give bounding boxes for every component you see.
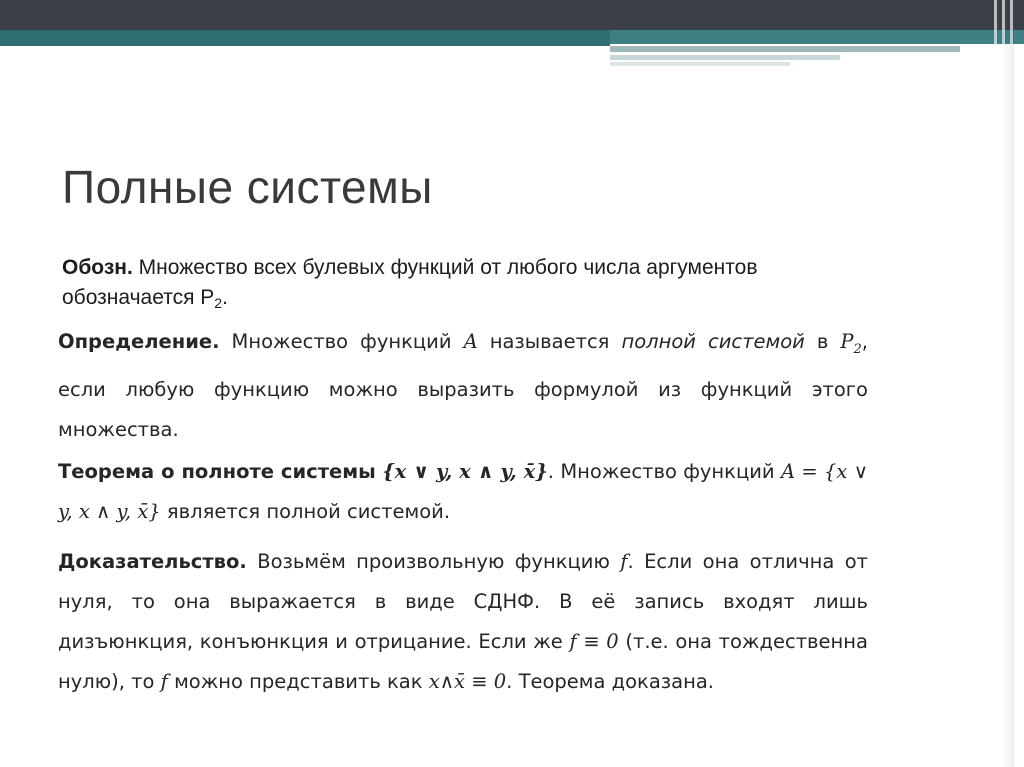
header-bar-teal-right: [610, 30, 1024, 44]
notation-subscript: 2: [214, 295, 223, 311]
proof-equation-1: f ≡ 0: [569, 630, 619, 653]
notation-text: Множество всех булевых функций от любого числа аргументов обозначается P: [62, 256, 758, 309]
header-stripe-3: [610, 62, 790, 66]
header-bar-teal: [0, 30, 610, 46]
definition-label: Определение.: [58, 330, 220, 353]
definition-p: P: [840, 330, 854, 353]
definition-paragraph: [58, 322, 868, 450]
proof-text-2: . Если она отлична от нуля, то она выражается в виде СДНФ. В её запись входят лишь дизъюнкция, конъюнкция и отрицание. Если же: [58, 550, 868, 653]
notation-end: .: [222, 286, 228, 309]
definition-text-2: называется: [489, 330, 610, 353]
proof-label: Доказательство.: [58, 550, 247, 573]
header-stripe-1: [610, 46, 960, 52]
definition-text-4: , если любую функцию можно выразить формулой из функций этого множества.: [58, 330, 868, 441]
theorem-equation: A = {x ∨ y, x ∧ y, x̄}: [58, 460, 869, 523]
proof-text-3: (т.е. она тождественна нулю), то: [58, 630, 868, 693]
definition-p-subscript: 2: [853, 342, 862, 357]
theorem-text-2: является полной системой.: [166, 500, 451, 523]
theorem-label: Теорема о полноте системы: [58, 460, 376, 483]
theorem-set: {x ∨ y, x ∧ y, x̄}: [382, 460, 548, 483]
proof-text-5: . Теорема доказана.: [506, 670, 714, 693]
proof-f-2: f: [160, 670, 168, 693]
definition-text-1: Множество функций: [231, 330, 452, 353]
proof-paragraph: [58, 542, 868, 702]
notation-label: Обозн.: [62, 256, 133, 279]
theorem-paragraph: [58, 452, 868, 532]
definition-var-a: A: [463, 330, 478, 353]
proof-text-4: можно представить как: [174, 670, 423, 693]
proof-f-1: f: [620, 550, 628, 573]
slide-title: Полные системы: [62, 161, 433, 213]
definition-emphasis: полной системой: [621, 330, 805, 353]
slide-edge-shadow: [1000, 30, 1014, 767]
theorem-text-1: . Множество функций: [547, 460, 775, 483]
header-bar-dark: [0, 0, 1024, 30]
proof-text-1: Возьмём произвольную функцию: [257, 550, 610, 573]
header-stripe-2: [610, 55, 840, 60]
proof-equation-2: x∧x̄ ≡ 0: [428, 670, 507, 693]
notation-paragraph: [62, 253, 842, 318]
definition-text-3: в: [816, 330, 829, 353]
